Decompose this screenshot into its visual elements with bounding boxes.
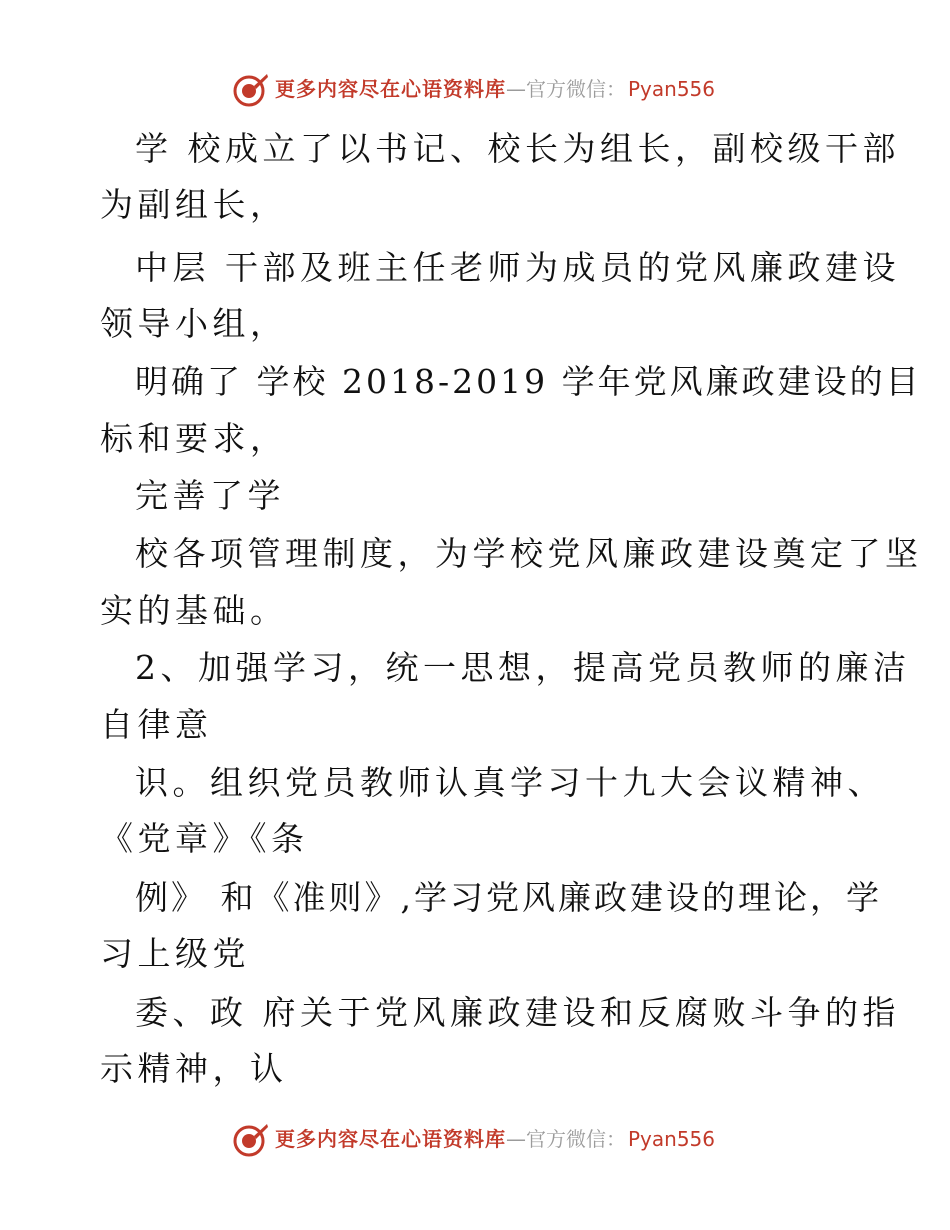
banner-dash: — <box>506 77 526 101</box>
text-line: 领导小组， <box>100 304 288 343</box>
banner-brand: 更多内容尽在心语资料库 <box>275 77 506 101</box>
text-line: 示精神，认 <box>100 1049 288 1088</box>
text-line: 学 校成立了以书记、校长为组长，副校级干部 <box>135 129 900 168</box>
banner-dash: — <box>506 1127 526 1151</box>
text-line: 例》 和《准则》,学习党风廉政建设的理论，学 <box>135 878 882 917</box>
banner-prefix: 官方微信： <box>526 77 626 101</box>
banner-prefix: 官方微信： <box>526 1127 626 1151</box>
header-banner <box>0 70 950 110</box>
text-line: 实的基础。 <box>100 591 288 630</box>
text-line: 识。组织党员教师认真学习十九大会议精神、 <box>135 763 885 802</box>
text-line: 标和要求， <box>100 419 288 458</box>
text-line: 委、政 府关于党风廉政建设和反腐败斗争的指 <box>135 993 900 1032</box>
text-line: 《党章》《条 <box>100 819 309 858</box>
banner-brand: 更多内容尽在心语资料库 <box>275 1127 506 1151</box>
text-line: 习上级党 <box>100 934 250 973</box>
text-line: 完善了学 <box>135 476 285 515</box>
text-line: 中层 干部及班主任老师为成员的党风廉政建设 <box>135 248 900 287</box>
banner-account: Pyan556 <box>628 77 716 101</box>
text-line: 校各项管理制度，为学校党风廉政建设奠定了坚 <box>135 534 923 573</box>
text-line: 2、加强学习，统一思想，提高党员教师的廉洁 <box>135 648 911 687</box>
banner-account: Pyan556 <box>628 1127 716 1151</box>
brand-logo-icon <box>232 72 270 108</box>
footer-banner <box>0 1120 950 1160</box>
text-line: 为副组长， <box>100 185 288 224</box>
footer-banner-text <box>275 1127 715 1151</box>
text-line: 明确了 学校 2018-2019 学年党风廉政建设的目 <box>135 362 922 401</box>
brand-logo-icon <box>232 1122 270 1158</box>
text-line: 自律意 <box>100 705 213 744</box>
header-banner-text <box>275 77 715 101</box>
